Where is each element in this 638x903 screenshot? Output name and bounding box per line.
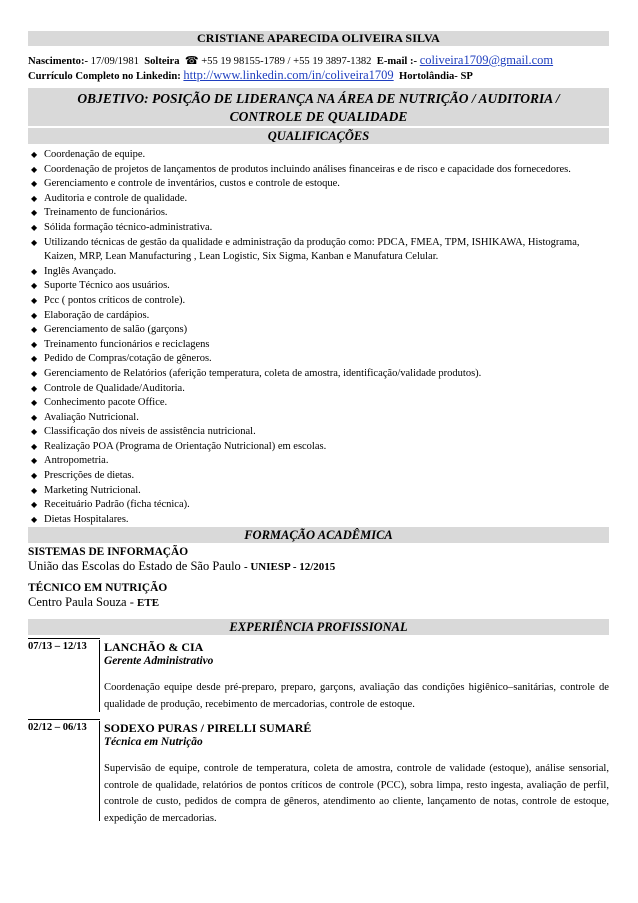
qualification-item xyxy=(28,367,608,382)
divider xyxy=(28,719,100,720)
email-label: E-mail :- xyxy=(376,56,418,67)
diamond-bullet-icon: ◆ xyxy=(31,500,38,510)
qualification-item xyxy=(28,513,608,528)
qualification-text: Prescrições de dietas. xyxy=(44,470,135,482)
qualification-item xyxy=(28,221,608,236)
qualifications-list xyxy=(28,148,608,527)
qualification-item xyxy=(28,498,608,513)
qualification-text: Elaboração de cardápios. xyxy=(44,309,150,321)
job-company: SODEXO PURAS / PIRELLI SUMARÉ xyxy=(104,721,312,735)
qualification-item xyxy=(28,411,608,426)
qualification-item xyxy=(28,396,608,411)
course-name: TÉCNICO EM NUTRIÇÃO xyxy=(28,582,168,594)
birth-label: Nascimento:- xyxy=(28,56,89,67)
qualification-item xyxy=(28,236,608,265)
institution: - UNIESP - 12/2015 xyxy=(243,561,336,573)
qualification-text: Conhecimento pacote Office. xyxy=(44,397,168,409)
qualification-item xyxy=(28,338,608,353)
diamond-bullet-icon: ◆ xyxy=(31,441,38,451)
qualification-text: Gerenciamento e controle de inventários, custos e controle de estoque. xyxy=(44,178,340,190)
education-heading: FORMAÇÃO ACADÊMICA xyxy=(28,527,609,543)
qualification-text: Coordenação de equipe. xyxy=(44,149,146,160)
job-entry xyxy=(28,721,609,824)
qualification-item xyxy=(28,177,608,192)
qualification-text: Treinamento de funcionários. xyxy=(44,207,168,219)
qualification-text: Antropometria. xyxy=(44,455,109,467)
job-description: Coordenação equipe desde pré-preparo, preparo, garçons, avaliação das condições higiênico–sanitárias, controle de qualidade de produção, recebimento de mercadorias, controle de estoque. xyxy=(104,682,609,710)
qualification-text: Treinamento funcionários e reciclagens xyxy=(44,338,210,350)
diamond-bullet-icon: ◆ xyxy=(31,325,38,335)
diamond-bullet-icon: ◆ xyxy=(31,295,38,305)
job-description: Supervisão de equipe, controle de temperatura, coleta de amostra, controle de validade (estoque), análise sensorial, controle de qualidade, relatórios de pontos críticos de controle (PCC), sobra limpa, resto ingesta, avaliação de perfil, controle de custo, pedidos de compra de gêneros, atendimento ao cliente, lançamento de notas, controle de estoque, expedição de mercadorias. xyxy=(104,763,609,824)
job-entry xyxy=(28,640,609,712)
qualification-text: Suporte Técnico aos usuários. xyxy=(44,280,170,292)
diamond-bullet-icon: ◆ xyxy=(31,485,38,495)
diamond-bullet-icon: ◆ xyxy=(31,471,38,481)
qualification-text: Receituário Padrão (ficha técnica). xyxy=(44,499,190,511)
qualification-item xyxy=(28,454,608,469)
qualification-item xyxy=(28,309,608,324)
diamond-bullet-icon: ◆ xyxy=(31,339,38,349)
qualification-text: Sólida formação técnico-administrativa. xyxy=(44,221,213,233)
diamond-bullet-icon: ◆ xyxy=(31,150,38,159)
diamond-bullet-icon: ◆ xyxy=(31,354,38,364)
qualification-item xyxy=(28,440,608,455)
course-name: SISTEMAS DE INFORMAÇÃO xyxy=(28,546,189,558)
qualification-text: Inglês Avançado. xyxy=(44,265,117,277)
job-company: LANCHÃO & CIA xyxy=(104,640,204,654)
qualification-text: Coordenação de projetos de lançamentos de produtos incluindo análises financeiras e de risco e capacidade dos fornecedores. xyxy=(44,163,571,175)
diamond-bullet-icon: ◆ xyxy=(31,383,38,393)
diamond-bullet-icon: ◆ xyxy=(31,398,38,408)
qualification-text: Utilizando técnicas de gestão da qualidade e administração da produção como: PDCA, FMEA, TPM, ISHIKAWA, Histograma, Kaizen, MRP, Lean Manufacturing , Lean Logistic, Six Sigma, Kanban e Manufatura Celular. xyxy=(44,236,580,263)
qualification-text: Gerenciamento de salão (garçons) xyxy=(44,324,188,336)
divider xyxy=(28,638,100,639)
diamond-bullet-icon: ◆ xyxy=(31,193,38,203)
qualification-item xyxy=(28,279,608,294)
job-period: 02/12 – 06/13 xyxy=(28,721,100,821)
job-role: Técnica em Nutrição xyxy=(104,736,203,748)
phone-numbers: +55 19 98155-1789 / +55 19 3897-1382 xyxy=(201,56,372,67)
candidate-name: CRISTIANE APARECIDA OLIVEIRA SILVA xyxy=(28,31,609,46)
marital-status: Solteira xyxy=(144,56,180,67)
school-name: Centro Paula Souza - xyxy=(28,595,134,609)
qualification-item xyxy=(28,148,608,163)
contact-line-2 xyxy=(28,67,618,85)
qualification-item xyxy=(28,323,608,338)
qualification-item xyxy=(28,425,608,440)
diamond-bullet-icon: ◆ xyxy=(31,310,38,320)
diamond-bullet-icon: ◆ xyxy=(31,266,38,276)
qualification-text: Controle de Qualidade/Auditoria. xyxy=(44,382,185,394)
diamond-bullet-icon: ◆ xyxy=(31,427,38,437)
qualification-text: Realização POA (Programa de Orientação Nutricional) em escolas. xyxy=(44,440,327,452)
diamond-bullet-icon: ◆ xyxy=(31,222,38,232)
job-role: Gerente Administrativo xyxy=(104,655,214,667)
qualification-item xyxy=(28,484,608,499)
qualification-item xyxy=(28,163,608,178)
objective-banner xyxy=(28,88,609,126)
job-period: 07/13 – 12/13 xyxy=(28,640,100,712)
diamond-bullet-icon: ◆ xyxy=(31,514,38,524)
qualification-item xyxy=(28,469,608,484)
diamond-bullet-icon: ◆ xyxy=(31,237,38,247)
birth-value: 17/09/1981 xyxy=(90,56,139,67)
qualification-text: Gerenciamento de Relatórios (aferição temperatura, coleta de amostra, identificação/validade produtos). xyxy=(44,367,482,379)
school-name: União das Escolas do Estado de São Paulo xyxy=(28,559,241,573)
institution: ETE xyxy=(137,597,160,609)
diamond-bullet-icon: ◆ xyxy=(31,456,38,466)
qualification-text: Dietas Hospitalares. xyxy=(44,513,129,525)
objective-line-1: OBJETIVO: POSIÇÃO DE LIDERANÇA NA ÁREA DE NUTRIÇÃO / AUDITORIA / xyxy=(77,91,560,106)
qualification-item xyxy=(28,352,608,367)
qualification-item xyxy=(28,294,608,309)
qualification-item xyxy=(28,192,608,207)
qualification-item xyxy=(28,382,608,397)
qualification-text: Pcc ( pontos críticos de controle). xyxy=(44,294,186,306)
qualification-text: Pedido de Compras/cotação de gêneros. xyxy=(44,353,212,365)
diamond-bullet-icon: ◆ xyxy=(31,208,38,218)
qualification-text: Classificação dos níveis de assistência nutricional. xyxy=(44,426,256,438)
diamond-bullet-icon: ◆ xyxy=(31,281,38,291)
phone-icon: ☎ xyxy=(184,54,199,67)
diamond-bullet-icon: ◆ xyxy=(31,164,38,174)
qualification-text: Marketing Nutricional. xyxy=(44,484,141,496)
diamond-bullet-icon: ◆ xyxy=(31,368,38,378)
qualification-text: Avaliação Nutricional. xyxy=(44,411,139,423)
linkedin-link[interactable]: http://www.linkedin.com/in/coliveira1709 xyxy=(183,68,394,82)
qualification-text: Auditoria e controle de qualidade. xyxy=(44,192,188,204)
diamond-bullet-icon: ◆ xyxy=(31,412,38,422)
qualifications-heading: QUALIFICAÇÕES xyxy=(28,128,609,144)
school-line xyxy=(28,559,608,574)
email-link[interactable]: coliveira1709@gmail.com xyxy=(419,53,554,67)
education-entry xyxy=(28,546,608,574)
experience-heading: EXPERIÊNCIA PROFISSIONAL xyxy=(28,619,609,635)
school-line xyxy=(28,595,608,610)
qualification-item xyxy=(28,206,608,221)
city: Hortolândia- SP xyxy=(398,71,473,82)
objective-line-2: CONTROLE DE QUALIDADE xyxy=(229,108,408,124)
qualification-item xyxy=(28,265,608,280)
education-entry xyxy=(28,582,608,610)
linkedin-label: Currículo Completo no Linkedin: xyxy=(28,71,181,82)
diamond-bullet-icon: ◆ xyxy=(31,179,38,189)
